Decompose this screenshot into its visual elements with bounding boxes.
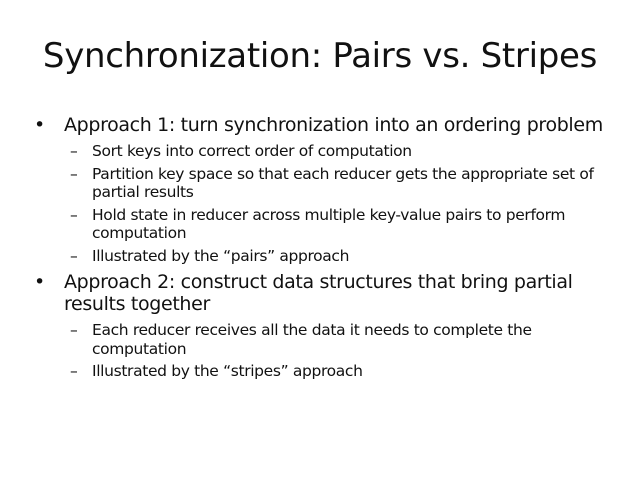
- bullet-text: Approach 2: construct data structures that bring partial results together: [64, 271, 573, 315]
- sub-item: [34, 206, 620, 243]
- bullet-icon: •: [34, 114, 45, 136]
- dash-icon: –: [70, 205, 78, 224]
- sub-item: [34, 165, 620, 202]
- dash-icon: –: [70, 246, 78, 265]
- dash-icon: –: [70, 164, 78, 183]
- slide-content: [34, 114, 620, 387]
- sub-list-2: [34, 321, 620, 381]
- sub-item: [34, 247, 620, 266]
- bullet-text: Approach 1: turn synchronization into an ordering problem: [64, 114, 603, 136]
- bullet-item-1: [34, 114, 620, 136]
- sub-item-text: Partition key space so that each reducer gets the appropriate set of partial results: [92, 164, 594, 201]
- sub-item-text: Illustrated by the “stripes” approach: [92, 362, 363, 380]
- sub-item: [34, 321, 620, 358]
- bullet-icon: •: [34, 271, 45, 293]
- dash-icon: –: [70, 142, 78, 160]
- bullet-item-2: [34, 271, 620, 315]
- dash-icon: –: [70, 321, 78, 339]
- sub-item: [34, 142, 620, 161]
- sub-list-1: [34, 142, 620, 265]
- dash-icon: –: [70, 362, 78, 380]
- sub-item-text: Each reducer receives all the data it needs to complete the computation: [92, 321, 532, 358]
- slide-title: Synchronization: Pairs vs. Stripes: [42, 36, 598, 76]
- sub-item-text: Sort keys into correct order of computation: [92, 142, 412, 160]
- sub-item-text: Illustrated by the “pairs” approach: [92, 246, 350, 265]
- sub-item-text: Hold state in reducer across multiple key-value pairs to perform computation: [92, 205, 566, 242]
- sub-item: [34, 362, 620, 381]
